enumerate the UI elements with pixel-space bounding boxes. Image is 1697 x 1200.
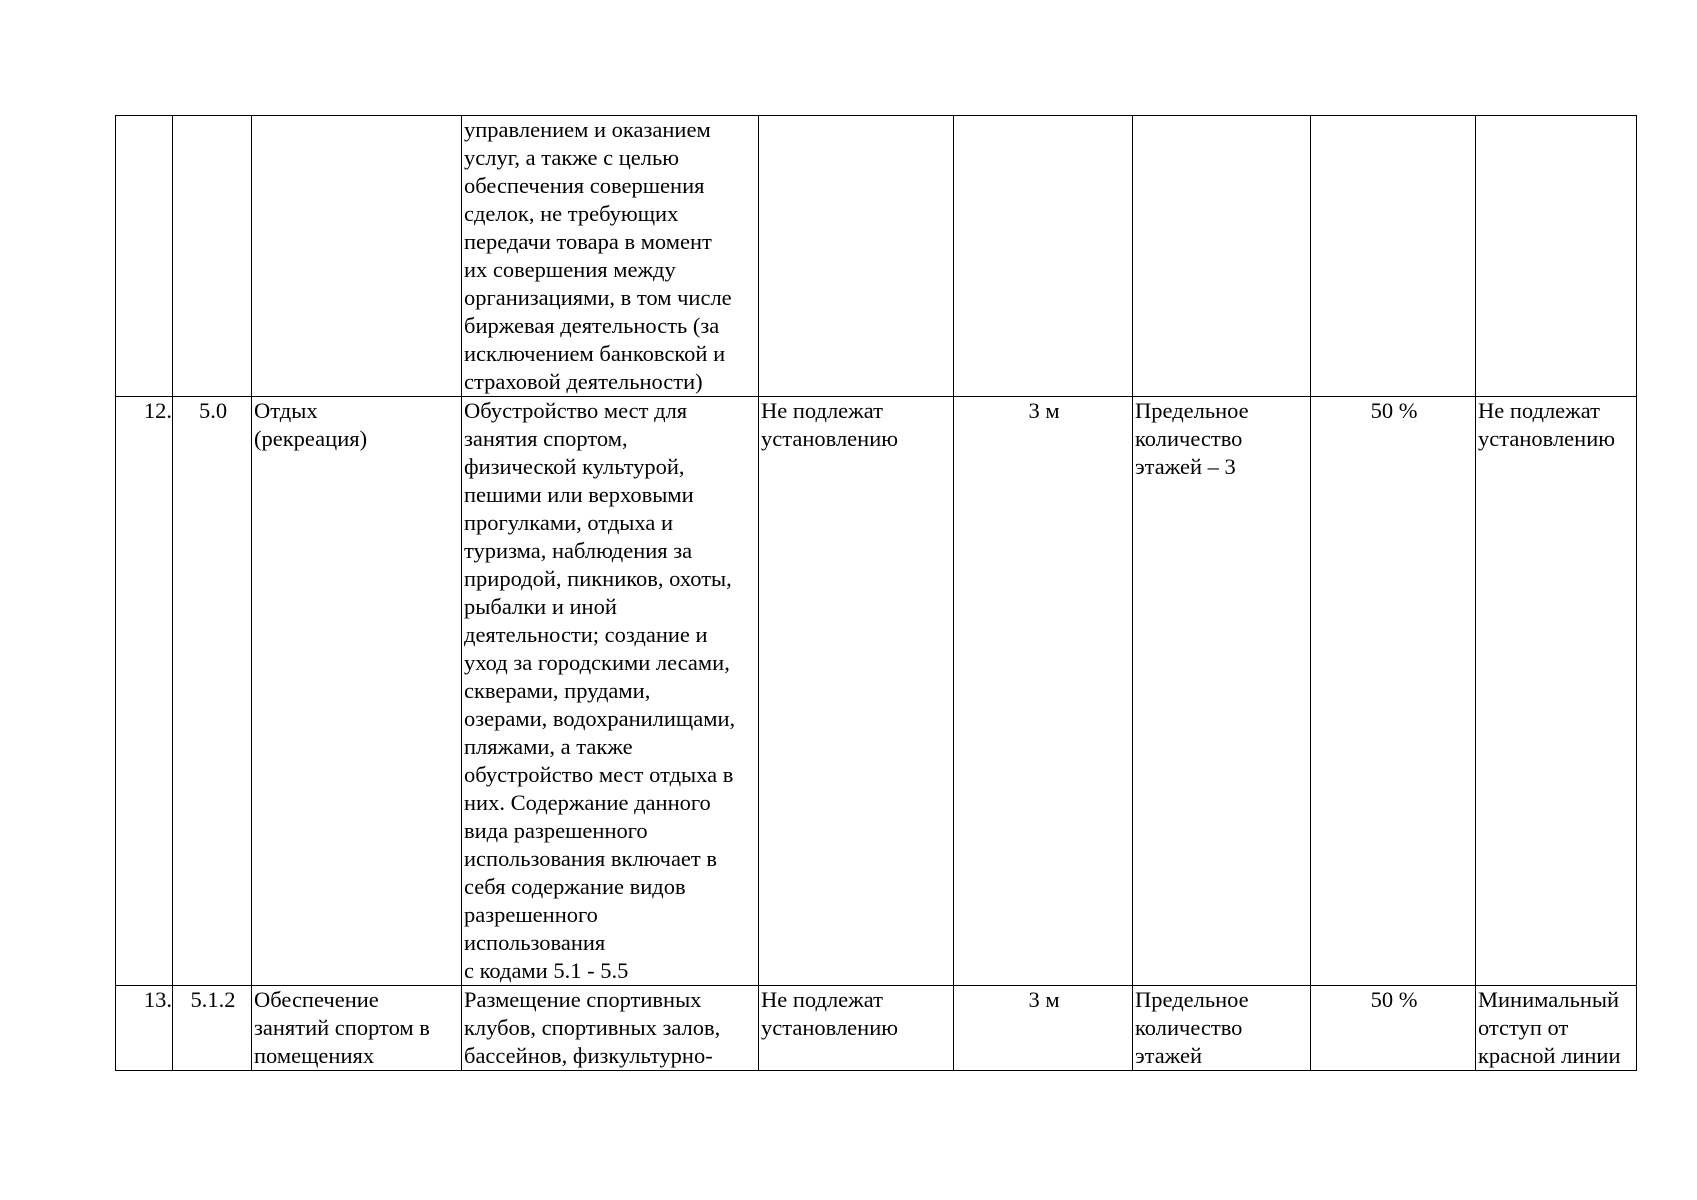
table-row (116, 116, 1637, 397)
row-number-cell (116, 116, 173, 397)
min-indent-cell: 3 м (954, 986, 1133, 1071)
max-floors-cell: Предельное количество этажей (1133, 986, 1311, 1071)
use-name-cell (252, 116, 462, 397)
use-description-cell: Обустройство мест для занятия спортом, физической культурой, пешими или верховыми прогулками, отдыха и туризма, наблюдения за природой, пикников, охоты, рыбалки и иной деятельности; создание и уход за городскими лесами, скверами, прудами, озерами, водохранилищами, пляжами, а также обустройство мест отдыха в них. Содержание данного вида разрешенного использования включает в себя содержание видов разрешенного использования с кодами 5.1 - 5.5 (462, 397, 759, 986)
use-description-cell: управлением и оказанием услуг, а также с целью обеспечения совершения сделок, не требующих передачи товара в момент их совершения между организациями, в том числе биржевая деятельность (за исключением банковской и страховой деятельности) (462, 116, 759, 397)
build-percent-cell: 50 % (1311, 397, 1476, 986)
other-params-cell (1476, 116, 1637, 397)
regulations-table (115, 115, 1637, 1071)
use-name-cell: Обеспечение занятий спортом в помещениях (252, 986, 462, 1071)
build-percent-cell: 50 % (1311, 986, 1476, 1071)
use-description-cell: Размещение спортивных клубов, спортивных залов, бассейнов, физкультурно- (462, 986, 759, 1071)
use-code-cell: 5.0 (173, 397, 252, 986)
max-floors-cell (1133, 116, 1311, 397)
use-code-cell: 5.1.2 (173, 986, 252, 1071)
plot-area-cell: Не подлежат установлению (759, 397, 954, 986)
min-indent-cell: 3 м (954, 397, 1133, 986)
other-params-cell: Не подлежат установлению (1476, 397, 1637, 986)
row-number-cell: 12. (116, 397, 173, 986)
max-floors-cell: Предельное количество этажей – 3 (1133, 397, 1311, 986)
table-row (116, 986, 1637, 1071)
other-params-cell: Минимальный отступ от красной линии (1476, 986, 1637, 1071)
build-percent-cell (1311, 116, 1476, 397)
min-indent-cell (954, 116, 1133, 397)
use-name-cell: Отдых (рекреация) (252, 397, 462, 986)
plot-area-cell (759, 116, 954, 397)
row-number-cell: 13. (116, 986, 173, 1071)
plot-area-cell: Не подлежат установлению (759, 986, 954, 1071)
use-code-cell (173, 116, 252, 397)
table-row (116, 397, 1637, 986)
